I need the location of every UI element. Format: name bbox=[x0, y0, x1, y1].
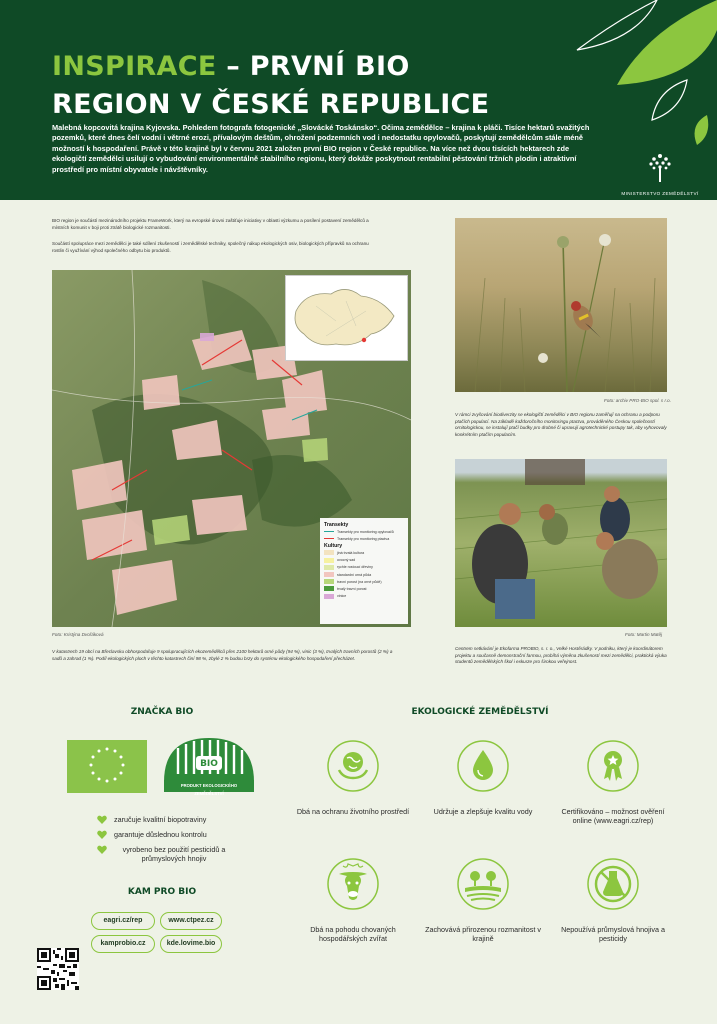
bullet-text: garantuje důslednou kontrolu bbox=[114, 830, 207, 839]
eko-heading: EKOLOGICKÉ ZEMĚDĚLSTVÍ bbox=[411, 707, 549, 717]
legend-label: travní porost (na orné půdě) bbox=[337, 579, 382, 584]
title-accent: INSPIRACE bbox=[52, 51, 217, 82]
feature-label: Zachovává přirozenou rozmanitost v krajině bbox=[425, 925, 541, 944]
feature-label: Certifikováno – možnost ověření online (www.eagri.cz/rep) bbox=[561, 807, 665, 826]
feature-label: Dbá na pohodu chovaných hospodářských zvířat bbox=[310, 925, 396, 944]
bird-photo bbox=[455, 218, 667, 392]
legend-swatch bbox=[324, 586, 334, 591]
link-eagri[interactable]: eagri.cz/rep bbox=[91, 912, 155, 930]
feature-water bbox=[423, 740, 543, 816]
eu-leaf-icon bbox=[67, 740, 147, 793]
globe-hands-icon bbox=[327, 740, 379, 792]
eu-organic-logo bbox=[67, 740, 147, 793]
heart-icon bbox=[97, 845, 107, 854]
link-kdelovime[interactable]: kde.lovime.bio bbox=[160, 935, 222, 953]
ministry-label: MINISTERSTVO ZEMĚDĚLSTVÍ bbox=[621, 191, 699, 196]
certificate-medal-icon bbox=[587, 740, 639, 792]
feature-label: Nepoužívá průmyslová hnojiva a pesticidy bbox=[561, 925, 665, 944]
legend-swatch bbox=[324, 558, 334, 563]
legend-row bbox=[324, 549, 404, 556]
intro-text: Malebná kopcovitá krajina Kyjovska. Pohledem fotografa fotogenické „Slovácké Toskánsko“. Očima zemědělce – krajina k pláči. Tisíce hektarů svažitých pozemků, které dnes čelí vodní i větrné erozi, přívalovým deštům, ohrožení podzemních vod i nedostatku opylovačů, poskytují zemědělcům stále méně možností k hospodaření. Právě v této krajině byl v červnu 2021 založen první BIO region v České republice. Na více než dvou tisících hektarech zde ekologičtí zemědělci usilují o vybudování environmentálně stabilního regionu, který dokáže poskytnout rentabilní pěstování tržních plodin i atraktivní prostředí pro místní obyvatele i návštěvníky. bbox=[52, 123, 590, 174]
ministry-logo bbox=[621, 150, 699, 196]
legend-row bbox=[324, 578, 404, 585]
czech-map-icon bbox=[286, 276, 407, 360]
goldfinch-image bbox=[455, 218, 667, 392]
map-caption: Foto: Kristýna Dvořáková bbox=[52, 632, 104, 637]
legend-row bbox=[324, 528, 404, 535]
legend-row bbox=[324, 593, 404, 600]
list-item bbox=[97, 845, 267, 863]
legend-label: trvalý travní porost bbox=[337, 586, 367, 591]
page-title bbox=[52, 48, 489, 124]
feature-environment bbox=[293, 740, 413, 816]
czech-bio-logo bbox=[160, 734, 258, 796]
legend-row bbox=[324, 585, 404, 592]
legend-swatch bbox=[324, 579, 334, 584]
region-map bbox=[52, 270, 411, 627]
bullet-text: vyrobeno bez použití pesticidů a průmyslových hnojiv bbox=[122, 845, 226, 863]
legend-label: Transekty pro monitoring opylovačů bbox=[337, 529, 394, 534]
heart-icon bbox=[97, 830, 107, 839]
ekofarma-paragraph: Centrem setkávání je Ekofarma PROBIO, s. r. o., Velké Hostěrádky. V podniku, který je koordinátorem projektu a současně demonstrační farmou, probíhá výměna zkušeností mezi zemědělci, praktická výuka studentů zemědělských škol i exkurze pro širokou veřejnost. bbox=[455, 646, 667, 665]
statistics-paragraph: V katastrech 19 obcí na Břeclavsku obhospodařuje 9 spolupracujících ekozemědělců přes 2100 hektarů orné půdy (94 %), vinic (3 %), trvalých travních porostů (2 %) a sadů a zahrad (1 %). Podíl ekologických ploch v těchto katastrech činí 98 %, zbylé 2 % budou brzy do systému ekologického hospodaření přecházet. bbox=[52, 649, 393, 661]
feature-animal-welfare bbox=[293, 858, 413, 943]
kam-pro-bio-heading: KAM PRO BIO bbox=[127, 887, 197, 897]
title-rest: – PRVNÍ BIO bbox=[216, 51, 410, 82]
qr-code-icon[interactable] bbox=[37, 948, 79, 990]
project-paragraph: BIO region je součástí mezinárodního projektu FrameWork, který na evropské úrovni zaštiťuje iniciativy v oblasti výzkumu a posílení postavení zemědělců a místních komunit v boji proti ztrátě biologické rozmanitosti. bbox=[52, 218, 369, 230]
legend-label: ovocný sad bbox=[337, 558, 356, 563]
bullet-text: zaručuje kvalitní biopotraviny bbox=[114, 815, 207, 824]
photo2-caption: Foto: Martin Matěj bbox=[625, 632, 663, 637]
cz-logo-text: PRODUKT EKOLOGICKÉHO ZEMĚDĚLSTVÍ bbox=[180, 783, 238, 796]
legend-row bbox=[324, 557, 404, 564]
photo1-caption: Foto: archiv PRO-BIO spol. s r.o. bbox=[604, 398, 671, 403]
feature-label: Dbá na ochranu životního prostředí bbox=[296, 807, 410, 816]
legend-label: rychle rostoucí dřeviny bbox=[337, 565, 373, 570]
feature-biodiversity bbox=[423, 858, 543, 943]
link-kamprobio[interactable]: kamprobio.cz bbox=[91, 935, 155, 953]
legend-line bbox=[324, 531, 334, 532]
legend-line bbox=[324, 538, 334, 539]
no-chemicals-icon bbox=[587, 858, 639, 910]
czech-locator-map bbox=[285, 275, 408, 361]
legend-row bbox=[324, 571, 404, 578]
legend-label: vinice bbox=[337, 594, 347, 599]
title-line2: REGION V ČESKÉ REPUBLICE bbox=[52, 89, 490, 120]
feature-label: Udržuje a zlepšuje kvalitu vody bbox=[433, 807, 533, 816]
legend-crops-title: Kultury bbox=[324, 543, 343, 550]
biodiversity-paragraph: V rámci zvyšování biodiverzity se ekologičtí zemědělci v BIO regionu zaměřují na ochranu a podporu ptačích populací. Na základě každoročního monitoringu ptactva, prováděného Českou společností ornitologickou, se instalují ptačí budky pro drobné či upravují agrotechnické postupy tak, aby vyhovovaly konkrétním ptačím populacím. bbox=[455, 412, 667, 437]
znacka-bio-heading: ZNAČKA BIO bbox=[130, 707, 194, 717]
legend-label: Transekty pro monitoring ptactva bbox=[337, 536, 390, 541]
farmers-image bbox=[455, 459, 667, 627]
list-item bbox=[97, 815, 267, 824]
cow-icon bbox=[327, 858, 379, 910]
landscape-trees-icon bbox=[457, 858, 509, 910]
legend-swatch bbox=[324, 550, 334, 555]
legend-swatch bbox=[324, 572, 334, 577]
water-drop-icon bbox=[457, 740, 509, 792]
header-banner bbox=[0, 0, 717, 200]
legend-label: jiná trvalá kultura bbox=[337, 550, 365, 555]
link-ctpez[interactable]: www.ctpez.cz bbox=[160, 912, 222, 930]
map-legend bbox=[320, 518, 408, 624]
heart-icon bbox=[97, 815, 107, 824]
list-item bbox=[97, 830, 267, 839]
legend-swatch bbox=[324, 594, 334, 599]
svg-text:BIO: BIO bbox=[200, 759, 218, 769]
legend-row bbox=[324, 564, 404, 571]
tree-icon bbox=[647, 150, 673, 184]
bio-benefits-list bbox=[97, 815, 267, 869]
feature-certified bbox=[553, 740, 673, 825]
farmers-photo bbox=[455, 459, 667, 627]
feature-no-chemicals bbox=[553, 858, 673, 943]
legend-transects-title: Transekty bbox=[324, 522, 349, 528]
legend-label: standardní orná půda bbox=[337, 572, 372, 577]
cooperation-paragraph: Součástí spolupráce mezi zemědělci je také sdílení zkušeností i zemědělské techniky, společný nákup ekologických osiv, biologických přípravků na ochranu rostlin či využívání výhod společného odbytu bio produktů. bbox=[52, 241, 369, 253]
legend-swatch bbox=[324, 565, 334, 570]
legend-row bbox=[324, 535, 404, 542]
